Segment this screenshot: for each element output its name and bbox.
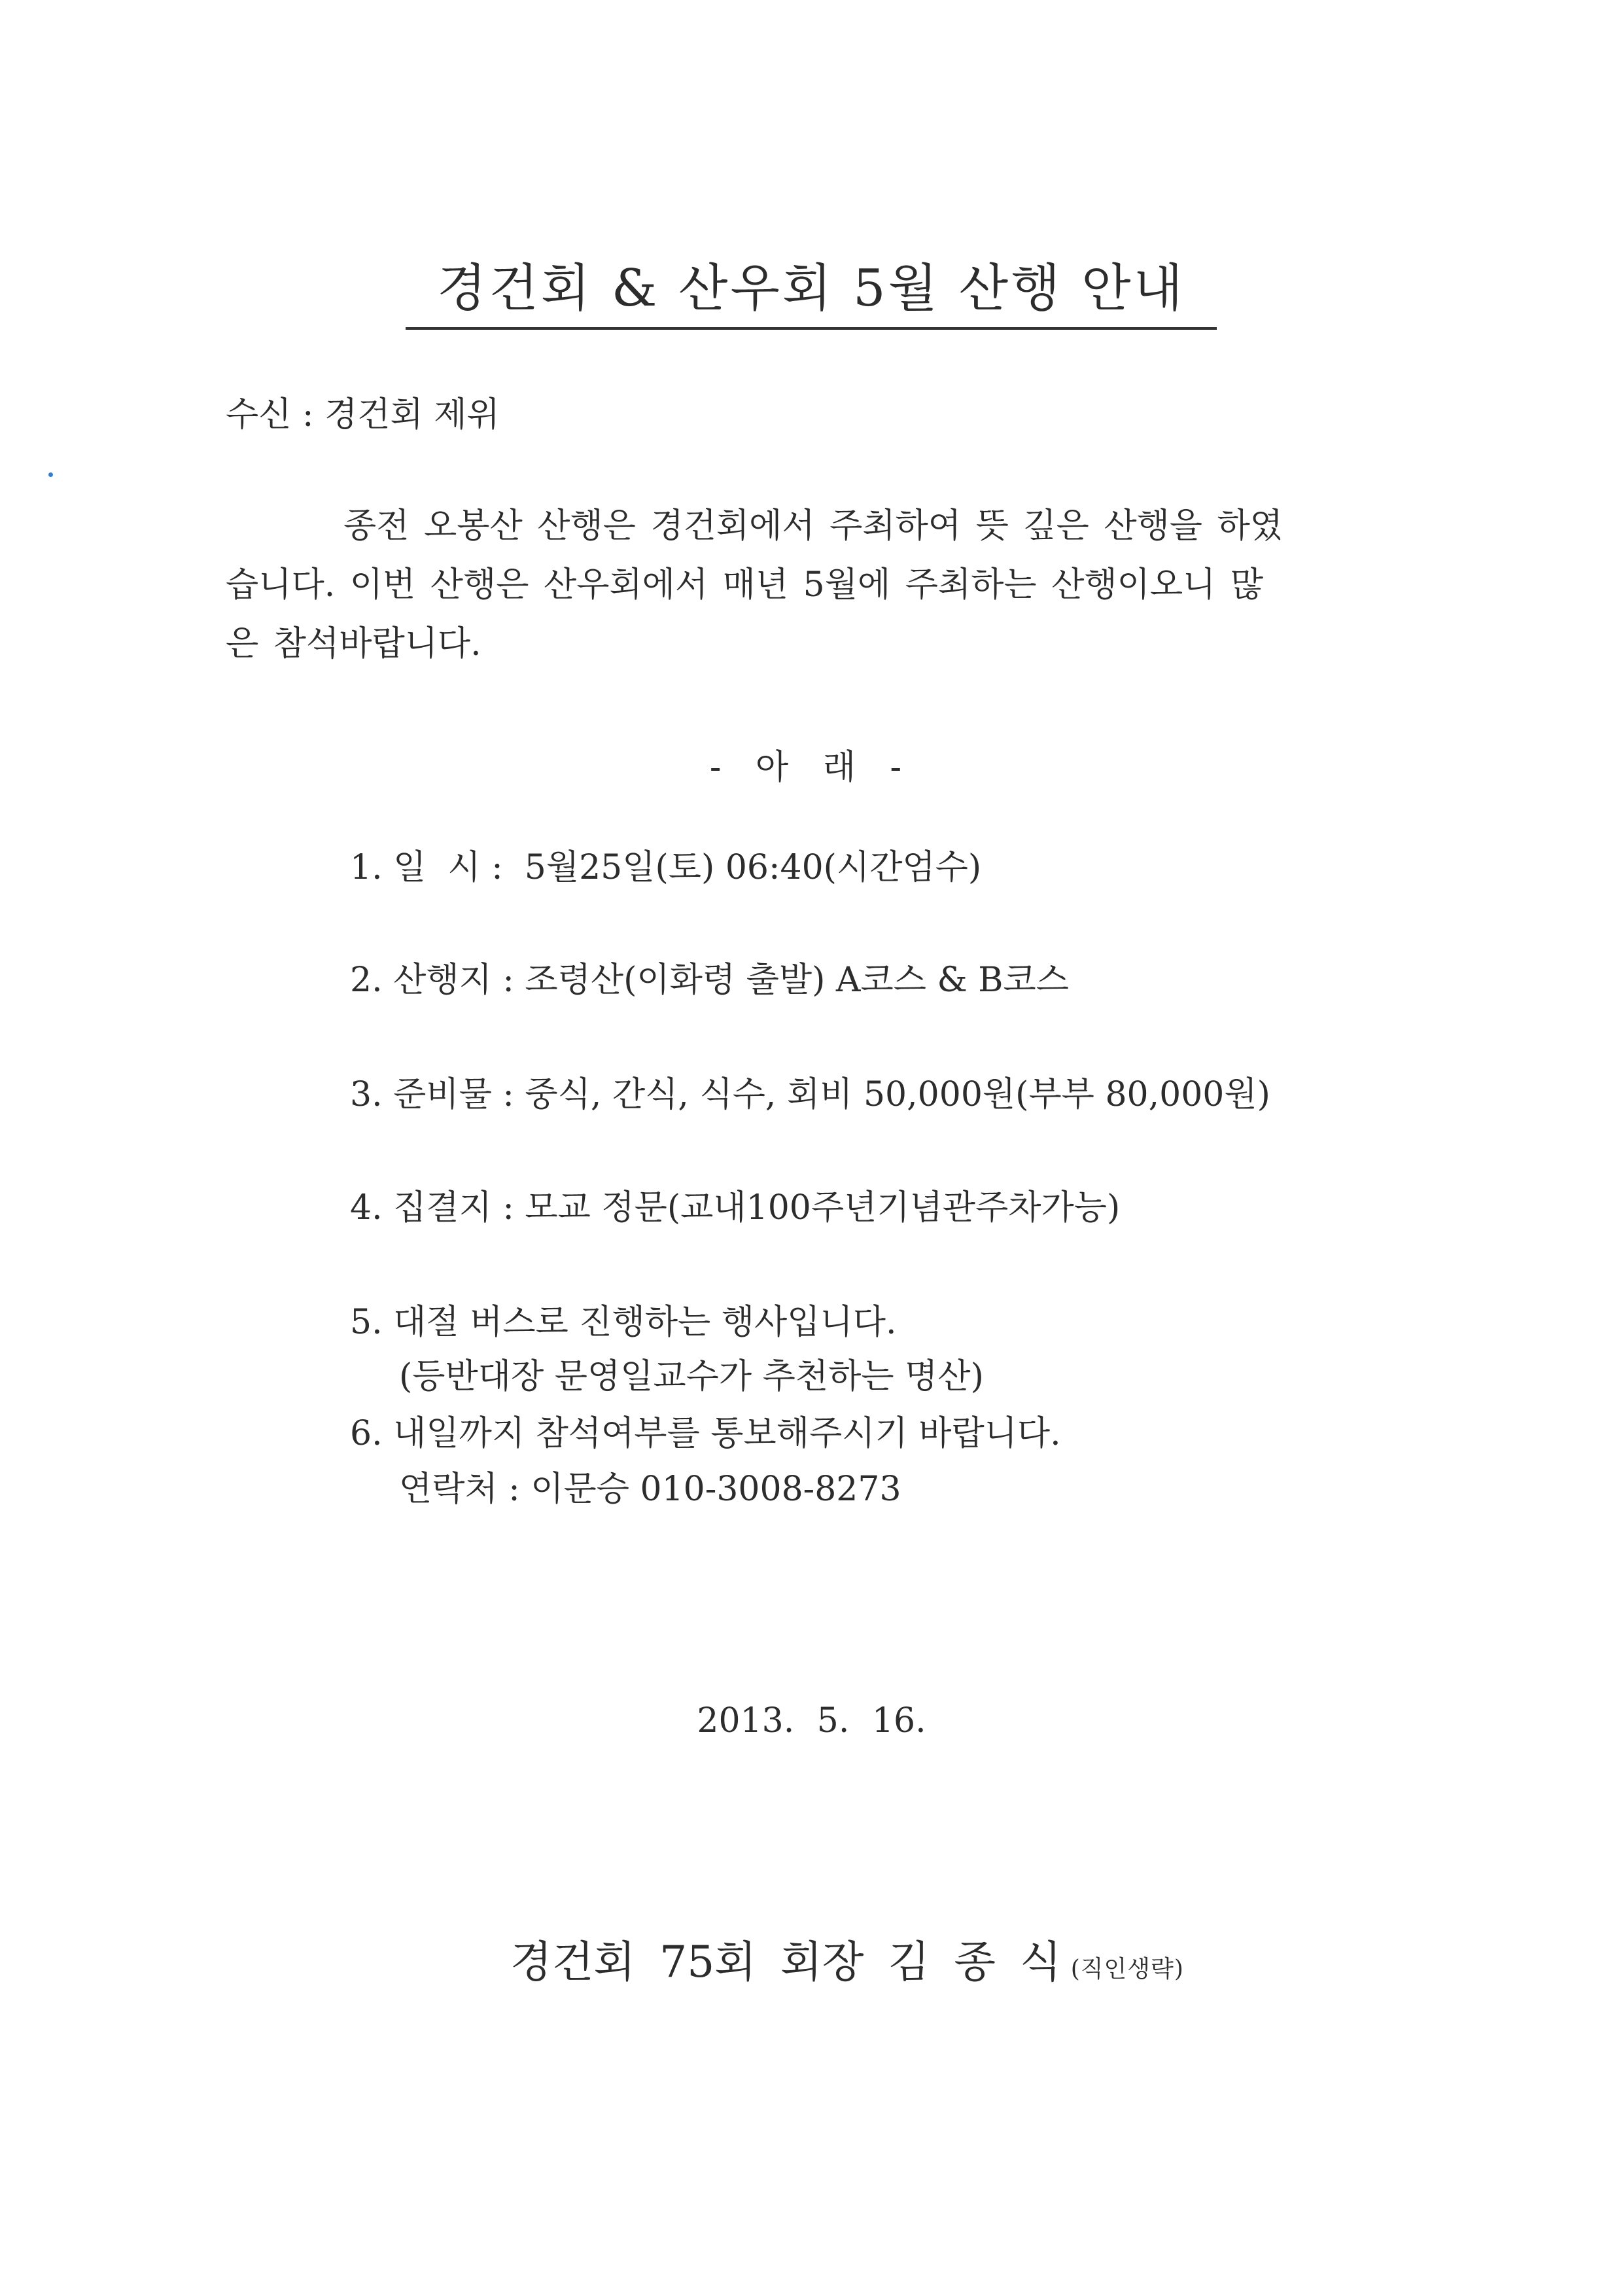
document-date: 2013. 5. 16. [697,1701,926,1740]
document-title: 경건회 & 산우회 5월 산행 안내 [406,247,1217,330]
paragraph-line-2: 습니다. 이번 산행은 산우회에서 매년 5월에 주최하는 산행이오니 많 [226,565,1264,605]
item-bus-note: (등반대장 문영일교수가 추천하는 명산) [399,1357,984,1396]
signature-block [510,1927,1184,1989]
recipient-line: 수신 : 경건회 제위 [226,395,500,434]
item-schedule: 1. 일 시 : 5월25일(토) 06:40(시간엄수) [350,848,982,887]
paragraph-line-1: 종전 오봉산 산행은 경건회에서 주최하여 뜻 깊은 산행을 하였 [343,506,1283,546]
item-rsvp: 6. 내일까지 참석여부를 통보해주시기 바랍니다. [350,1414,1061,1453]
item-bus-notice: 5. 대절 버스로 진행하는 행사입니다. [350,1303,897,1342]
paragraph-line-3: 은 참석바랍니다. [226,624,481,663]
item-supplies: 3. 준비물 : 중식, 간식, 식수, 회비 50,000원(부부 80,000원) [350,1075,1270,1114]
item-meeting-point: 4. 집결지 : 모교 정문(교내100주년기념관주차가능) [350,1188,1121,1227]
ink-speck [48,472,53,477]
notice-heading: - 아 래 - [709,748,914,787]
contact-line: 연락처 : 이문승 010-3008-8273 [399,1470,901,1509]
item-destination: 2. 산행지 : 조령산(이화령 출발) A코스 & B코스 [350,961,1069,1000]
seal-omitted-note: (직인생략) [1070,1956,1184,1983]
signature-name: 경건회 75회 회장 김 종 식 [510,1937,1062,1987]
